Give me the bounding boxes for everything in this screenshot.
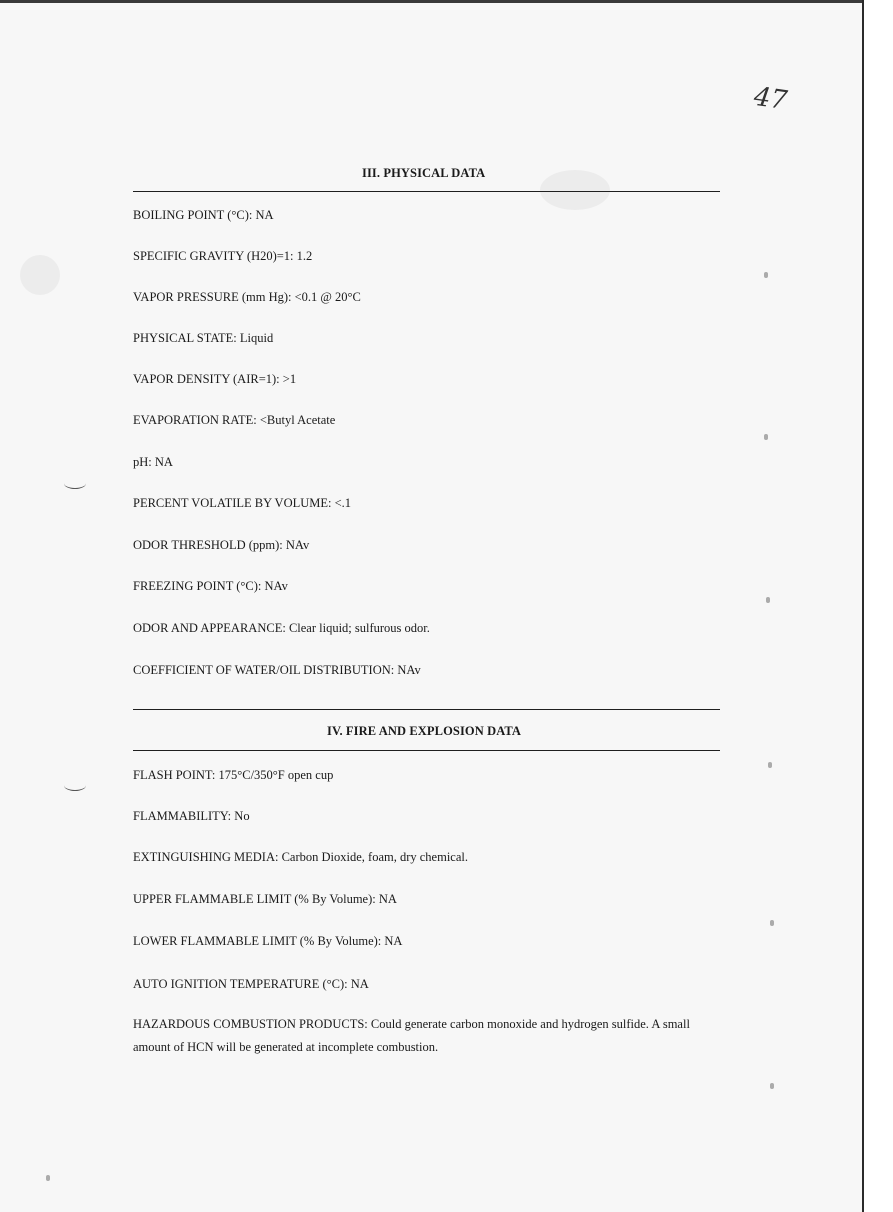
field-label: EXTINGUISHING MEDIA: bbox=[133, 850, 279, 864]
field-value: NA bbox=[378, 892, 397, 906]
field-value: NAv bbox=[397, 663, 421, 677]
field-label: UPPER FLAMMABLE LIMIT (% By Volume): bbox=[133, 892, 376, 906]
section-divider bbox=[133, 750, 720, 751]
field-value: Could generate carbon monoxide and hydrogen sulfide. A small amount of HCN will be generated at incomplete combustion. bbox=[133, 1017, 690, 1054]
field-value: NA bbox=[350, 977, 369, 991]
field-water-oil-coefficient bbox=[133, 663, 421, 678]
field-label: COEFFICIENT OF WATER/OIL DISTRIBUTION: bbox=[133, 663, 395, 677]
field-lower-flammable-limit bbox=[133, 934, 402, 949]
handwritten-page-number: 47 bbox=[752, 81, 790, 117]
field-upper-flammable-limit bbox=[133, 892, 397, 907]
field-value: Carbon Dioxide, foam, dry chemical. bbox=[281, 850, 468, 864]
field-value: NAv bbox=[264, 579, 288, 593]
field-label: ODOR THRESHOLD (ppm): bbox=[133, 538, 283, 552]
scan-speck bbox=[766, 597, 770, 603]
field-label: VAPOR DENSITY (AIR=1): bbox=[133, 372, 280, 386]
field-value: >1 bbox=[282, 372, 297, 386]
scan-speck bbox=[46, 1175, 50, 1181]
field-value: 1.2 bbox=[296, 249, 313, 263]
field-value: NAv bbox=[285, 538, 310, 552]
section-title-physical-data: III. PHYSICAL DATA bbox=[362, 166, 486, 180]
field-value: <Butyl Acetate bbox=[259, 413, 336, 427]
scan-speck bbox=[770, 920, 774, 926]
field-flammability bbox=[133, 809, 250, 824]
field-label: LOWER FLAMMABLE LIMIT (% By Volume): bbox=[133, 934, 382, 948]
field-value: NA bbox=[384, 934, 403, 948]
field-label: AUTO IGNITION TEMPERATURE (°C): bbox=[133, 977, 348, 991]
field-odor-appearance bbox=[133, 621, 430, 636]
field-label: EVAPORATION RATE: bbox=[133, 413, 257, 427]
scan-top-edge bbox=[0, 0, 862, 3]
field-evaporation-rate bbox=[133, 413, 335, 428]
field-label: HAZARDOUS COMBUSTION PRODUCTS: bbox=[133, 1017, 368, 1031]
scan-smudge bbox=[20, 255, 60, 295]
field-label: SPECIFIC GRAVITY (H20)=1: bbox=[133, 249, 294, 263]
field-label: FREEZING POINT (°C): bbox=[133, 579, 262, 593]
field-label: PHYSICAL STATE: bbox=[133, 331, 237, 345]
field-value: NA bbox=[154, 455, 173, 469]
field-hazardous-combustion-products bbox=[133, 1013, 725, 1059]
field-freezing-point bbox=[133, 579, 288, 594]
field-value: <0.1 @ 20°C bbox=[294, 290, 361, 304]
field-value: NA bbox=[255, 208, 274, 222]
field-boiling-point bbox=[133, 208, 274, 223]
field-value: <.1 bbox=[334, 496, 352, 510]
field-value: No bbox=[234, 809, 250, 823]
scan-speck bbox=[768, 762, 772, 768]
scan-speck bbox=[764, 272, 768, 278]
field-odor-threshold bbox=[133, 538, 309, 553]
field-label: ODOR AND APPEARANCE: bbox=[133, 621, 286, 635]
field-ph bbox=[133, 455, 173, 470]
field-auto-ignition-temperature bbox=[133, 977, 369, 992]
scan-right-edge bbox=[862, 0, 893, 1212]
section-divider bbox=[133, 191, 720, 192]
field-label: FLASH POINT: bbox=[133, 768, 216, 782]
field-vapor-density bbox=[133, 372, 296, 387]
field-specific-gravity bbox=[133, 249, 312, 264]
section-title-fire-explosion-data: IV. FIRE AND EXPLOSION DATA bbox=[327, 724, 522, 738]
field-physical-state bbox=[133, 331, 273, 346]
field-flash-point bbox=[133, 768, 333, 783]
field-percent-volatile bbox=[133, 496, 351, 511]
scan-speck bbox=[770, 1083, 774, 1089]
field-value: 175°C/350°F open cup bbox=[218, 768, 334, 782]
field-value: Liquid bbox=[239, 331, 274, 345]
field-label: BOILING POINT (°C): bbox=[133, 208, 253, 222]
section-divider bbox=[133, 709, 720, 710]
scan-mark bbox=[64, 478, 86, 489]
scan-speck bbox=[764, 434, 768, 440]
scan-mark bbox=[64, 780, 86, 791]
field-label: pH: bbox=[133, 455, 152, 469]
field-value: Clear liquid; sulfurous odor. bbox=[288, 621, 430, 635]
field-label: FLAMMABILITY: bbox=[133, 809, 232, 823]
scan-smudge bbox=[540, 170, 610, 210]
field-extinguishing-media bbox=[133, 850, 468, 865]
field-vapor-pressure bbox=[133, 290, 361, 305]
field-label: VAPOR PRESSURE (mm Hg): bbox=[133, 290, 292, 304]
field-label: PERCENT VOLATILE BY VOLUME: bbox=[133, 496, 332, 510]
